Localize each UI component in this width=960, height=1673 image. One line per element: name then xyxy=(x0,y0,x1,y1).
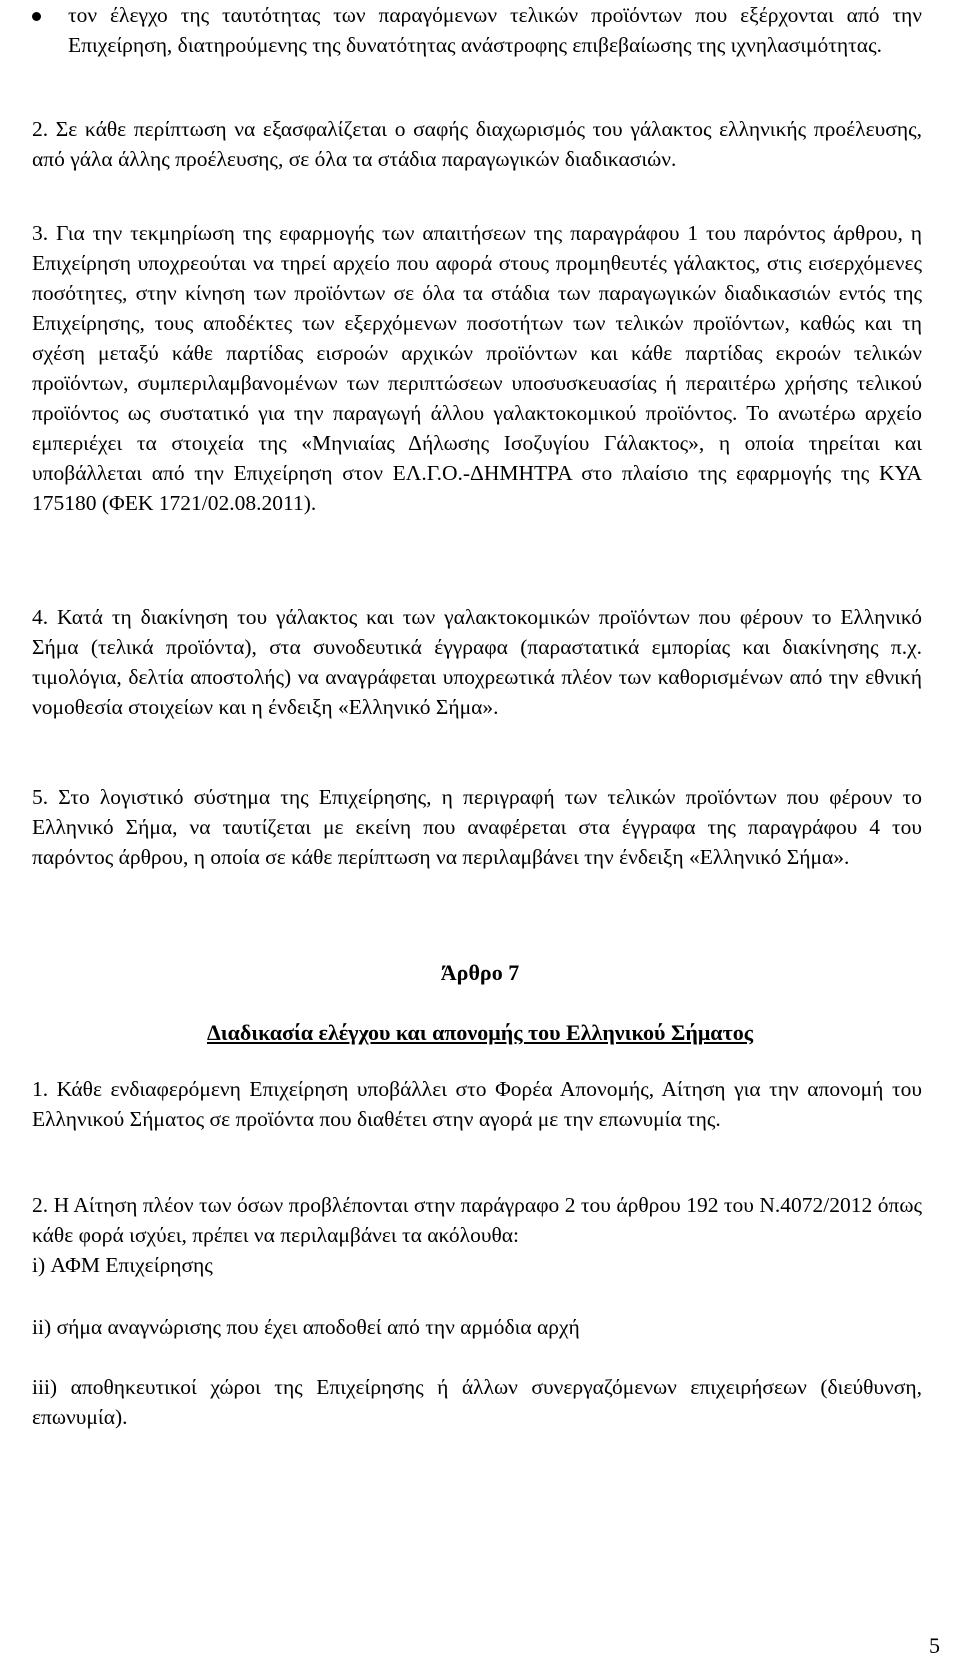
article-heading: Άρθρο 7 xyxy=(440,960,520,985)
bullet-list-item xyxy=(0,0,960,90)
bullet-icon xyxy=(32,12,41,21)
paragraph-3: 3. Για την τεκμηρίωση της εφαρμογής των απαιτήσεων της παραγράφου 1 του παρόντος άρθρου, η Επιχείρηση υποχρεούται να τηρεί αρχείο που αφορά στους προμηθευτές γάλακτος, στις εισερχόμενες ποσότητες, στην κίνηση των προϊόντων σε όλα τα στάδια των παραγωγικών διαδικασιών εντός της Επιχείρησης, τους αποδέκτες των εξερχόμενων ποσοτήτων των τελικών προϊόντων, καθώς και τη σχέση μεταξύ κάθε παρτίδας εισροών αρχικών προϊόντων και κάθε παρτίδας εκροών τελικών προϊόντων, συμπεριλαμβανομένων των περιπτώσεων υποσυσκευασίας ή περαιτέρω χρήσης τελικού προϊόντος ως συστατικό για την παραγωγή άλλου γαλακτοκομικού προϊόντος. Το ανωτέρω αρχείο εμπεριέχει τα στοιχεία της «Μηνιαίας Δήλωσης Ισοζυγίου Γάλακτος», η οποία τηρείται και υποβάλλεται από την Επιχείρηση στον ΕΛ.Γ.Ο.-ΔΗΜΗΤΡΑ στο πλαίσιο της εφαρμογής της ΚΥΑ 175180 (ΦΕΚ 1721/02.08.2011). xyxy=(32,221,922,515)
bullet-item-text: τον έλεγχο της ταυτότητας των παραγόμενων τελικών προϊόντων που εξέρχονται από την Επιχείρηση, διατηρούμενης της δυνατότητας ανάστροφης επιβεβαίωσης της ιχνηλασιμότητας. xyxy=(68,3,922,57)
paragraph-2: 2. Σε κάθε περίπτωση να εξασφαλίζεται ο σαφής διαχωρισμός του γάλακτος ελληνικής προέλευσης, από γάλα άλλης προέλευσης, σε όλα τα στάδια παραγωγικών διαδικασιών. xyxy=(32,117,922,171)
article-subheading: Διαδικασία ελέγχου και απονομής του Ελληνικού Σήματος xyxy=(206,1020,754,1045)
paragraph-5: 5. Στο λογιστικό σύστημα της Επιχείρησης, η περιγραφή των τελικών προϊόντων που φέρουν το Ελληνικό Σήμα, να ταυτίζεται με εκείνη που αναφέρεται στα έγγραφα της παραγράφου 4 του παρόντος άρθρου, η οποία σε κάθε περίπτωση να περιλαμβάνει την ένδειξη «Ελληνικό Σήμα». xyxy=(32,785,922,869)
list-item-ii: ii) σήμα αναγνώρισης που έχει αποδοθεί από την αρμόδια αρχή xyxy=(32,1315,580,1339)
paragraph-4: 4. Κατά τη διακίνηση του γάλακτος και των γαλακτοκομικών προϊόντων που φέρουν το Ελληνικό Σήμα (τελικά προϊόντα), στα συνοδευτικά έγγραφα (παραστατικά εμπορίας και διακίνησης π.χ. τιμολόγια, δελτία αποστολής) να αναγράφεται υποχρεωτικά πλέον των καθορισμένων από την εθνική νομοθεσία στοιχείων και η ένδειξη «Ελληνικό Σήμα». xyxy=(32,605,922,719)
article-7-paragraph-2: 2. Η Αίτηση πλέον των όσων προβλέπονται στην παράγραφο 2 του άρθρου 192 του Ν.4072/2012 όπως κάθε φορά ισχύει, πρέπει να περιλαμβάνει τα ακόλουθα: xyxy=(32,1193,922,1247)
list-item-i: i) ΑΦΜ Επιχείρησης xyxy=(32,1253,213,1277)
list-item-iii: iii) αποθηκευτικοί χώροι της Επιχείρησης ή άλλων συνεργαζόμενων επιχειρήσεων (διεύθυνση, επωνυμία). xyxy=(32,1375,922,1429)
page-number: 5 xyxy=(929,1633,940,1658)
article-7-paragraph-1: 1. Κάθε ενδιαφερόμενη Επιχείρηση υποβάλλει στο Φορέα Απονομής, Αίτηση για την απονομή του Ελληνικού Σήματος σε προϊόντα που διαθέτει στην αγορά με την επωνυμία της. xyxy=(32,1077,922,1131)
